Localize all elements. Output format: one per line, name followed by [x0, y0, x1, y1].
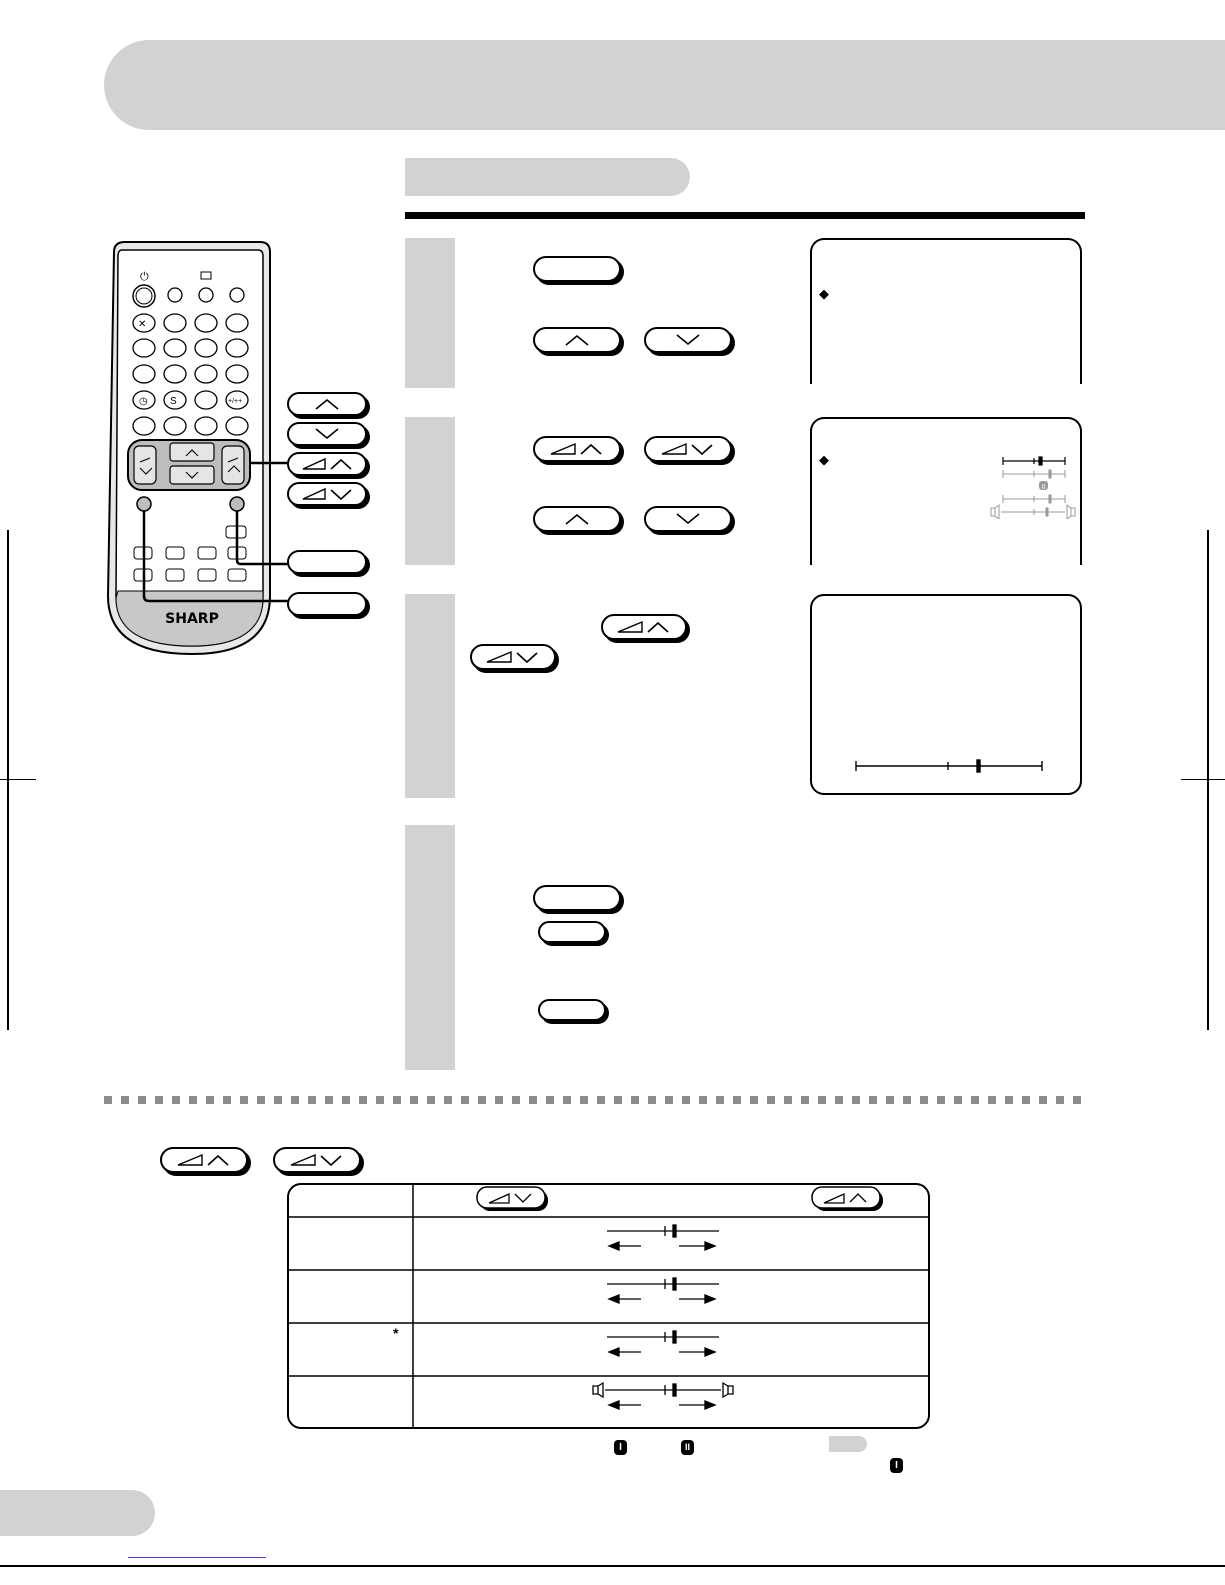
step2-down-button[interactable] [644, 506, 732, 532]
step1-up-button[interactable] [533, 327, 621, 353]
volume-up-icon [616, 620, 672, 634]
crop-mark [1207, 530, 1209, 1030]
step3-volume-up-button[interactable] [601, 614, 687, 640]
volume-up-icon [176, 1153, 232, 1167]
stereo-i-icon: I [890, 1458, 903, 1473]
up-chevron-icon [564, 334, 590, 346]
crop-mark [7, 530, 9, 1030]
link-underline [128, 1557, 266, 1558]
svg-text:◷: ◷ [139, 396, 148, 407]
step3-volume-down-button[interactable] [470, 644, 556, 670]
volume-down-icon [289, 1153, 345, 1167]
osd-screen-1 [810, 238, 1082, 384]
table-volume-up-button [812, 1187, 883, 1211]
step4-small-button[interactable] [538, 921, 606, 943]
down-chevron-icon [314, 428, 340, 440]
section-rule [405, 212, 1085, 219]
volume-down-icon [301, 487, 353, 501]
step1-blank-button[interactable] [533, 256, 621, 282]
remote-brand-logo: SHARP [165, 611, 219, 627]
svg-text:✕: ✕ [138, 319, 147, 330]
osd-screen-2 [810, 417, 1082, 565]
section-separator [104, 1096, 1086, 1104]
callout-blank-button[interactable] [287, 550, 367, 574]
volume-up-icon [301, 457, 353, 471]
menu-selector-icon: ◆ [819, 452, 829, 467]
down-chevron-icon [675, 513, 701, 525]
osd-screen-3 [810, 594, 1082, 795]
callout-blank-button[interactable] [287, 592, 367, 616]
stereo-i-icon: I [614, 1440, 627, 1455]
step4-blank-button[interactable] [533, 885, 621, 911]
adjustment-table [287, 1183, 930, 1429]
step4-small-button[interactable] [538, 999, 606, 1021]
stereo-ii-icon [1039, 481, 1048, 491]
page-header-banner [104, 40, 1225, 130]
step2-up-button[interactable] [533, 506, 621, 532]
note-volume-up-button[interactable] [160, 1147, 248, 1173]
section-heading-bar [405, 158, 690, 196]
volume-up-button[interactable] [287, 452, 367, 476]
bottom-rule [0, 1565, 1225, 1567]
down-chevron-icon [675, 334, 701, 346]
menu-selector-icon: ◆ [819, 286, 829, 301]
volume-down-button[interactable] [287, 482, 367, 506]
up-chevron-icon [314, 398, 340, 410]
volume-down-icon [660, 442, 716, 456]
adjustment-table-grid [287, 1183, 930, 1429]
balance-speaker-icons [991, 505, 1075, 519]
step-4-panel [405, 825, 455, 1070]
channel-down-button[interactable] [287, 422, 367, 446]
svg-text:II: II [1041, 484, 1046, 491]
step-2-panel [405, 417, 455, 565]
osd-large-slider [852, 756, 1046, 776]
footnote-gray-tab [829, 1436, 867, 1452]
stereo-ii-icon: II [681, 1440, 694, 1455]
volume-down-icon [485, 650, 541, 664]
step2-volume-down-button[interactable] [644, 436, 732, 462]
up-chevron-icon [564, 513, 590, 525]
crop-mark [1181, 779, 1225, 780]
volume-up-icon [549, 442, 605, 456]
channel-up-button[interactable] [287, 392, 367, 416]
note-volume-down-button[interactable] [273, 1147, 361, 1173]
table-asterisk: * [393, 1325, 399, 1341]
crop-mark [0, 779, 36, 780]
step-1-panel [405, 238, 455, 388]
osd-sliders [987, 455, 1079, 519]
step1-down-button[interactable] [644, 327, 732, 353]
table-volume-down-button [477, 1187, 548, 1211]
svg-text:+/++: +/++ [228, 398, 243, 405]
svg-text:S: S [170, 396, 177, 407]
step2-volume-up-button[interactable] [533, 436, 621, 462]
page-number-tab [0, 1490, 155, 1536]
svg-text:⏻: ⏻ [140, 270, 149, 283]
step-3-panel [405, 594, 455, 798]
